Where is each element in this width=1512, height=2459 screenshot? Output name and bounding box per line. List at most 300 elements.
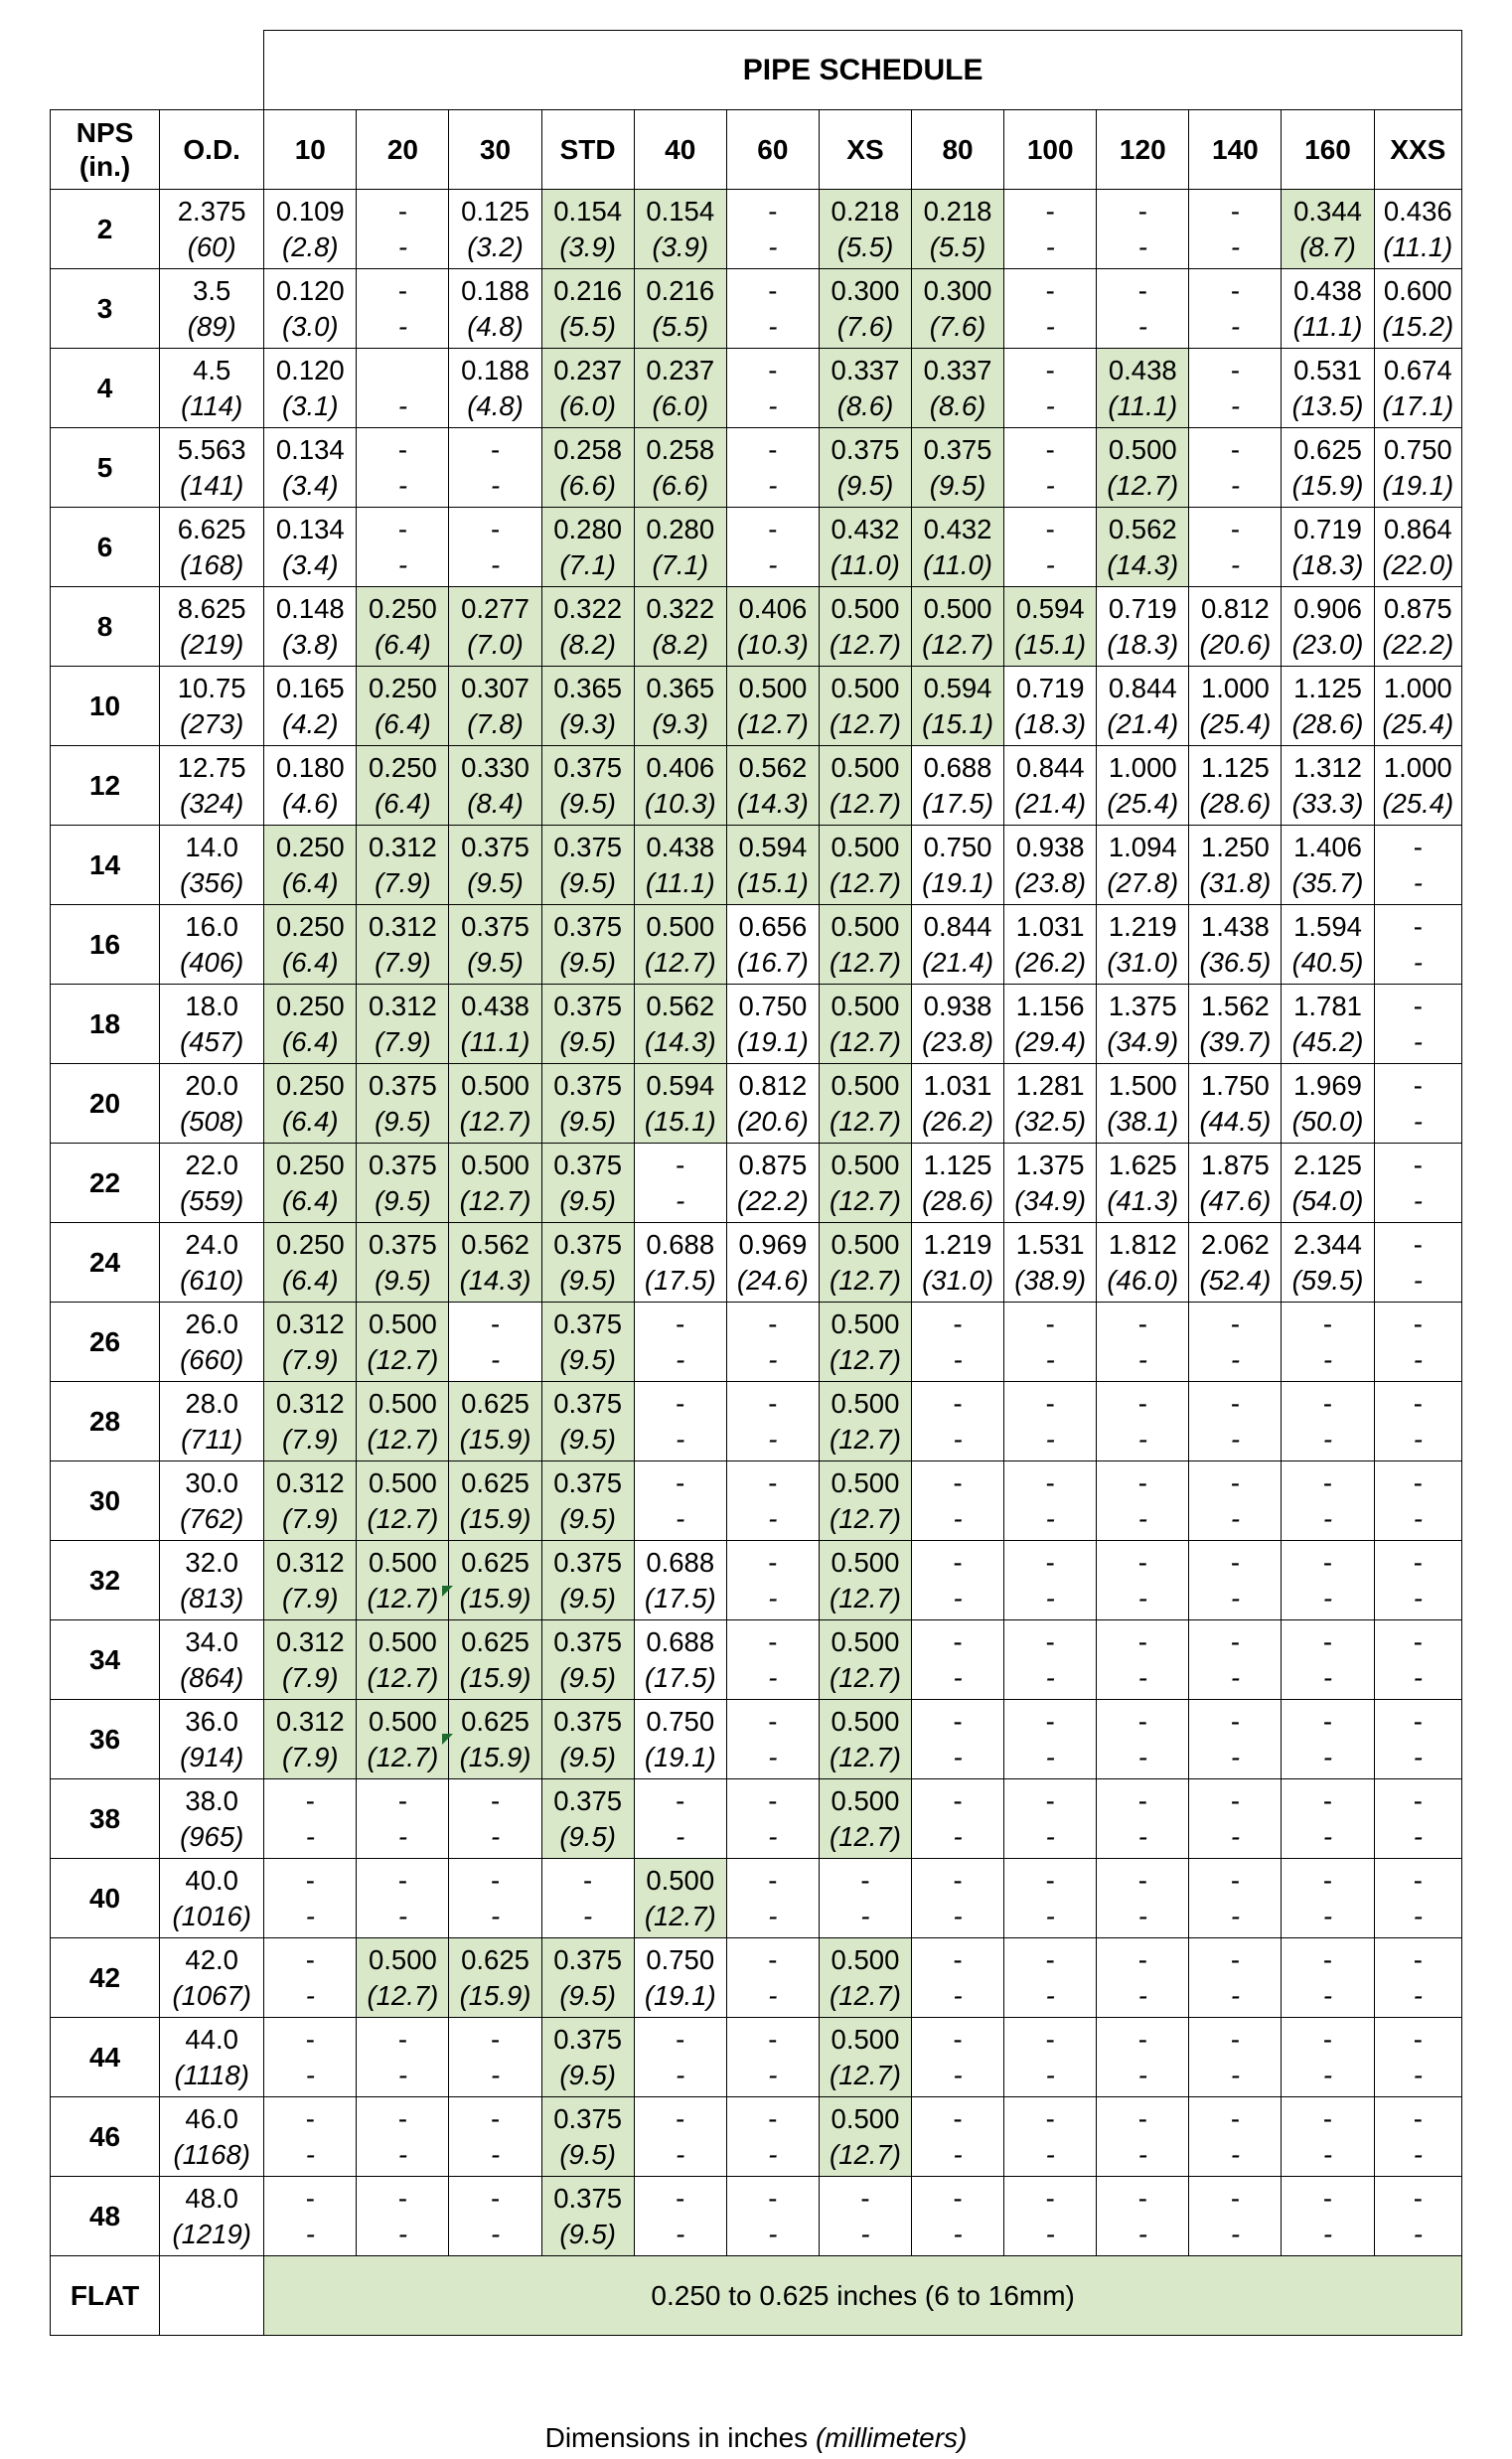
wall-inches-cell: - [819,1859,911,1900]
wall-inches-cell: 0.280 [634,508,726,548]
wall-mm-cell: (8.6) [912,388,1004,428]
wall-inches-cell: 0.438 [1282,269,1374,310]
wall-inches-cell: - [1189,269,1282,310]
wall-inches-cell: 0.500 [634,1859,726,1900]
wall-inches-cell: 0.154 [541,190,634,231]
od-inches-cell: 4.5 [160,349,264,389]
wall-mm-cell: (3.1) [264,388,357,428]
od-mm-cell: (114) [160,388,264,428]
wall-inches-cell: - [1004,2177,1097,2218]
table-row [51,1620,1462,1661]
wall-mm-cell: - [1097,309,1189,349]
schedule-header-std: STD [541,110,634,190]
wall-mm-cell: (11.1) [1097,388,1189,428]
wall-inches-cell: 0.375 [541,1620,634,1661]
wall-inches-cell: - [541,1859,634,1900]
wall-mm-cell: (9.5) [541,1422,634,1461]
wall-mm-cell: (21.4) [1004,786,1097,826]
wall-mm-cell: - [264,1978,357,2018]
od-inches-cell: 36.0 [160,1700,264,1741]
wall-inches-cell: - [726,1779,819,1820]
wall-inches-cell: - [634,1303,726,1343]
wall-mm-cell: (12.7) [449,1104,541,1144]
od-mm-cell: (406) [160,945,264,985]
wall-inches-cell: - [1282,1859,1374,1900]
wall-inches-cell: - [264,1859,357,1900]
wall-mm-cell: (27.8) [1097,865,1189,905]
wall-inches-cell: 0.938 [912,985,1004,1025]
od-inches-cell: 8.625 [160,587,264,628]
wall-mm-cell: (9.5) [541,1581,634,1620]
nps-cell: 32 [51,1541,160,1620]
wall-mm-cell: - [1189,2058,1282,2097]
table-row [51,1303,1462,1343]
wall-mm-cell: - [1374,945,1461,985]
wall-inches-cell: 0.375 [541,1303,634,1343]
table-row-mm [51,1581,1462,1620]
wall-mm-cell: - [1282,2137,1374,2177]
wall-inches-cell: 0.250 [264,905,357,946]
wall-mm-cell: (5.5) [819,230,911,269]
wall-inches-cell: - [1189,1303,1282,1343]
table-row [51,667,1462,707]
wall-mm-cell: (22.0) [1374,547,1461,587]
wall-inches-cell: 0.188 [449,349,541,389]
wall-inches-cell: 1.125 [912,1144,1004,1184]
table-row-mm [51,1819,1462,1859]
wall-mm-cell: (28.6) [1189,786,1282,826]
wall-inches-cell: - [357,1779,449,1820]
table-row [51,1541,1462,1582]
wall-inches-cell: - [1189,1859,1282,1900]
wall-inches-cell: 0.188 [449,269,541,310]
wall-mm-cell: (7.6) [819,309,911,349]
wall-mm-cell: (12.7) [357,1501,449,1541]
wall-inches-cell: 1.000 [1374,746,1461,787]
wall-inches-cell: 0.250 [264,985,357,1025]
wall-mm-cell: (7.6) [912,309,1004,349]
wall-mm-cell: - [264,2137,357,2177]
wall-mm-cell: - [1004,1660,1097,1700]
od-inches-cell: 38.0 [160,1779,264,1820]
wall-mm-cell: (12.7) [819,706,911,746]
wall-mm-cell: (6.4) [264,1024,357,1064]
wall-inches-cell: 0.562 [449,1223,541,1264]
wall-inches-cell: 0.500 [819,587,911,628]
wall-inches-cell: - [1189,1779,1282,1820]
wall-inches-cell: 0.500 [819,985,911,1025]
wall-inches-cell: 0.750 [726,985,819,1025]
wall-mm-cell: (6.4) [264,865,357,905]
nps-cell: 42 [51,1938,160,2018]
wall-mm-cell: (25.4) [1189,706,1282,746]
table-row-mm [51,1899,1462,1938]
wall-mm-cell: (18.3) [1004,706,1097,746]
wall-mm-cell: (18.3) [1097,627,1189,667]
wall-mm-cell: - [634,1501,726,1541]
wall-inches-cell: - [1004,190,1097,231]
od-mm-cell: (1118) [160,2058,264,2097]
wall-inches-cell: - [449,2097,541,2138]
wall-inches-cell: 0.120 [264,269,357,310]
wall-inches-cell: - [1374,826,1461,866]
nps-cell: 3 [51,269,160,349]
wall-mm-cell: (6.4) [264,945,357,985]
od-mm-cell: (965) [160,1819,264,1859]
od-mm-cell: (864) [160,1660,264,1700]
wall-inches-cell: 0.750 [912,826,1004,866]
wall-inches-cell: 0.500 [1097,428,1189,469]
od-mm-cell: (89) [160,309,264,349]
wall-inches-cell: 0.312 [264,1700,357,1741]
wall-inches-cell: 1.594 [1282,905,1374,946]
schedule-header-120: 120 [1097,110,1189,190]
wall-mm-cell: - [1097,1978,1189,2018]
wall-inches-cell: 0.300 [819,269,911,310]
wall-mm-cell: (6.0) [634,388,726,428]
wall-inches-cell: - [726,1859,819,1900]
wall-inches-cell: 0.500 [634,905,726,946]
wall-inches-cell: - [1097,1303,1189,1343]
wall-mm-cell: - [1189,468,1282,508]
wall-mm-cell: (9.5) [449,865,541,905]
wall-inches-cell: 1.812 [1097,1223,1189,1264]
wall-inches-cell: 0.750 [1374,428,1461,469]
wall-inches-cell: 1.625 [1097,1144,1189,1184]
wall-inches-cell: 0.906 [1282,587,1374,628]
wall-inches-cell: - [1282,2097,1374,2138]
wall-mm-cell: - [357,2137,449,2177]
table-row-mm [51,230,1462,269]
od-mm-cell: (324) [160,786,264,826]
wall-mm-cell: (15.9) [449,1422,541,1461]
od-inches-cell: 48.0 [160,2177,264,2218]
wall-mm-cell: - [1374,1740,1461,1779]
wall-inches-cell: 0.250 [357,746,449,787]
wall-inches-cell: - [357,2177,449,2218]
wall-mm-cell: (28.6) [1282,706,1374,746]
wall-mm-cell: (17.5) [634,1660,726,1700]
nps-cell: 40 [51,1859,160,1938]
wall-inches-cell: - [357,428,449,469]
wall-mm-cell: (12.7) [819,1104,911,1144]
wall-inches-cell: 0.216 [634,269,726,310]
wall-mm-cell: (15.9) [1282,468,1374,508]
wall-inches-cell: - [1282,1382,1374,1423]
wall-mm-cell: (11.1) [449,1024,541,1064]
wall-inches-cell: 0.500 [819,2018,911,2059]
nps-cell: 10 [51,667,160,746]
nps-cell: 44 [51,2018,160,2097]
table-row-mm [51,1660,1462,1700]
wall-mm-cell: - [357,309,449,349]
wall-mm-cell: (7.1) [634,547,726,587]
wall-mm-cell: (12.7) [1097,468,1189,508]
wall-mm-cell: (3.8) [264,627,357,667]
wall-mm-cell: (23.8) [1004,865,1097,905]
wall-mm-cell: (7.8) [449,706,541,746]
wall-mm-cell: - [1004,1422,1097,1461]
wall-mm-cell: - [1282,1342,1374,1382]
od-inches-cell: 46.0 [160,2097,264,2138]
wall-mm-cell: - [357,468,449,508]
wall-inches-cell: 1.312 [1282,746,1374,787]
wall-mm-cell: - [1004,1978,1097,2018]
wall-inches-cell: 0.148 [264,587,357,628]
od-inches-cell: 22.0 [160,1144,264,1184]
wall-inches-cell: 0.237 [634,349,726,389]
wall-mm-cell: - [634,1819,726,1859]
wall-inches-cell: 0.134 [264,428,357,469]
od-mm-cell: (168) [160,547,264,587]
table-row-mm [51,468,1462,508]
wall-inches-cell: 0.438 [1097,349,1189,389]
wall-inches-cell: 0.375 [541,2177,634,2218]
od-inches-cell: 34.0 [160,1620,264,1661]
wall-inches-cell: 0.844 [1097,667,1189,707]
wall-mm-cell: - [1004,309,1097,349]
wall-inches-cell: 0.375 [541,1779,634,1820]
wall-inches-cell: 0.500 [819,1064,911,1105]
od-inches-cell: 42.0 [160,1938,264,1979]
wall-inches-cell: - [449,428,541,469]
wall-mm-cell: (9.5) [541,1342,634,1382]
wall-inches-cell: - [912,1938,1004,1979]
wall-mm-cell: - [726,230,819,269]
wall-inches-cell: 1.969 [1282,1064,1374,1105]
wall-inches-cell: - [819,2177,911,2218]
wall-mm-cell: (25.4) [1097,786,1189,826]
table-row-mm [51,388,1462,428]
wall-mm-cell: - [912,2058,1004,2097]
wall-mm-cell: (9.5) [541,1740,634,1779]
wall-inches-cell: - [1097,190,1189,231]
wall-mm-cell: (12.7) [357,1422,449,1461]
wall-mm-cell: (12.7) [819,2137,911,2177]
wall-inches-cell: 0.375 [541,1223,634,1264]
wall-mm-cell: (3.4) [264,468,357,508]
wall-mm-cell: (9.5) [541,945,634,985]
od-inches-cell: 6.625 [160,508,264,548]
nps-cell: 12 [51,746,160,826]
wall-mm-cell: - [912,1581,1004,1620]
wall-mm-cell: - [1282,1660,1374,1700]
wall-inches-cell: - [1189,1541,1282,1582]
wall-mm-cell: (19.1) [912,865,1004,905]
od-mm-cell: (660) [160,1342,264,1382]
od-mm-cell: (356) [160,865,264,905]
wall-mm-cell: (7.9) [264,1501,357,1541]
wall-mm-cell: (32.5) [1004,1104,1097,1144]
wall-mm-cell: - [1097,1660,1189,1700]
wall-inches-cell: 0.625 [449,1382,541,1423]
wall-mm-cell: - [1374,1104,1461,1144]
wall-inches-cell: 0.674 [1374,349,1461,389]
wall-mm-cell: (7.9) [264,1660,357,1700]
wall-inches-cell: - [726,428,819,469]
wall-mm-cell: (9.5) [449,945,541,985]
wall-inches-cell: 2.344 [1282,1223,1374,1264]
wall-inches-cell: 0.375 [541,746,634,787]
table-row [51,1779,1462,1820]
wall-mm-cell: - [264,1819,357,1859]
wall-mm-cell: (11.1) [634,865,726,905]
wall-mm-cell: (3.9) [634,230,726,269]
wall-inches-cell: 0.531 [1282,349,1374,389]
wall-inches-cell: 0.109 [264,190,357,231]
wall-mm-cell: (22.2) [1374,627,1461,667]
wall-mm-cell: (35.7) [1282,865,1374,905]
wall-mm-cell: (7.9) [357,865,449,905]
wall-inches-cell: - [1004,2018,1097,2059]
wall-inches-cell: - [357,1859,449,1900]
flat-label: FLAT [51,2256,160,2336]
wall-mm-cell: - [912,1342,1004,1382]
wall-inches-cell: - [912,2097,1004,2138]
wall-inches-cell: - [1282,1541,1374,1582]
table-row [51,1461,1462,1502]
wall-inches-cell: 1.781 [1282,985,1374,1025]
wall-mm-cell: (9.5) [541,865,634,905]
wall-inches-cell: - [449,2018,541,2059]
wall-mm-cell: (17.1) [1374,388,1461,428]
table-row-mm [51,945,1462,985]
wall-mm-cell: (7.0) [449,627,541,667]
wall-inches-cell: 1.438 [1189,905,1282,946]
wall-mm-cell: - [726,1740,819,1779]
wall-inches-cell: 0.500 [819,1541,911,1582]
wall-mm-cell: (3.2) [449,230,541,269]
wall-mm-cell: (38.9) [1004,1263,1097,1303]
wall-mm-cell: (9.5) [541,1660,634,1700]
wall-inches-cell: 1.031 [1004,905,1097,946]
wall-mm-cell: - [357,230,449,269]
wall-mm-cell: (20.6) [1189,627,1282,667]
wall-mm-cell: (12.7) [357,1740,449,1779]
wall-inches-cell: - [357,508,449,548]
wall-inches-cell: 1.000 [1374,667,1461,707]
wall-mm-cell: - [819,1899,911,1938]
nps-cell: 22 [51,1144,160,1223]
wall-inches-cell: - [264,2177,357,2218]
table-row-mm [51,1342,1462,1382]
od-inches-cell: 26.0 [160,1303,264,1343]
table-row-mm [51,2217,1462,2256]
schedule-header-100: 100 [1004,110,1097,190]
wall-mm-cell: - [1004,468,1097,508]
wall-inches-cell: - [1374,2018,1461,2059]
wall-inches-cell: 0.406 [726,587,819,628]
wall-mm-cell: - [1097,1342,1189,1382]
wall-inches-cell: 0.500 [819,667,911,707]
wall-mm-cell: - [1189,230,1282,269]
wall-inches-cell: 0.500 [726,667,819,707]
wall-mm-cell: (5.5) [634,309,726,349]
wall-mm-cell: (15.9) [449,1978,541,2018]
wall-inches-cell: 0.277 [449,587,541,628]
comment-marker-icon [442,1734,453,1745]
wall-inches-cell: - [1004,1461,1097,1502]
wall-mm-cell: (12.7) [819,865,911,905]
wall-mm-cell: - [634,2217,726,2256]
wall-inches-cell: 0.250 [357,587,449,628]
wall-mm-cell: - [1374,1660,1461,1700]
wall-mm-cell: (20.6) [726,1104,819,1144]
wall-inches-cell: 0.812 [1189,587,1282,628]
table-row [51,1382,1462,1423]
wall-mm-cell: - [1004,230,1097,269]
wall-inches-cell: 0.322 [634,587,726,628]
wall-mm-cell: (9.5) [541,1104,634,1144]
od-inches-cell: 18.0 [160,985,264,1025]
wall-inches-cell: 0.594 [1004,587,1097,628]
wall-inches-cell: - [1004,1779,1097,1820]
wall-inches-cell: 0.500 [819,746,911,787]
wall-inches-cell: - [1282,1938,1374,1979]
wall-mm-cell: - [1374,865,1461,905]
wall-inches-cell: - [634,2018,726,2059]
wall-inches-cell: 0.436 [1374,190,1461,231]
wall-inches-cell: - [1374,905,1461,946]
wall-mm-cell: (14.3) [634,1024,726,1064]
wall-inches-cell: 1.125 [1282,667,1374,707]
wall-inches-cell: - [1189,1461,1282,1502]
wall-mm-cell: - [1374,1183,1461,1223]
schedule-header-xs: XS [819,110,911,190]
wall-mm-cell: - [1004,2137,1097,2177]
wall-mm-cell: (9.5) [541,1183,634,1223]
wall-inches-cell: - [449,1859,541,1900]
wall-inches-cell: 0.250 [264,826,357,866]
nps-cell: 20 [51,1064,160,1144]
wall-mm-cell: - [449,468,541,508]
wall-inches-cell: - [726,269,819,310]
wall-inches-cell: - [357,2018,449,2059]
wall-inches-cell: 1.562 [1189,985,1282,1025]
table-row-mm [51,309,1462,349]
schedule-header-40: 40 [634,110,726,190]
wall-inches-cell: - [634,1779,726,1820]
corner-blank [51,31,264,110]
wall-mm-cell: (12.7) [357,1978,449,2018]
wall-mm-cell: (3.9) [541,230,634,269]
wall-mm-cell: - [1282,2058,1374,2097]
wall-mm-cell: (34.9) [1004,1183,1097,1223]
wall-mm-cell: - [1282,1899,1374,1938]
wall-inches-cell: - [449,1303,541,1343]
table-row [51,587,1462,628]
wall-mm-cell: (16.7) [726,945,819,985]
wall-inches-cell: - [1282,2177,1374,2218]
schedule-header-80: 80 [912,110,1004,190]
wall-inches-cell: 0.250 [357,667,449,707]
wall-mm-cell: - [1374,1899,1461,1938]
wall-inches-cell: 0.312 [264,1382,357,1423]
wall-mm-cell: (12.7) [357,1660,449,1700]
table-row-mm [51,1501,1462,1541]
wall-inches-cell: - [357,190,449,231]
wall-mm-cell: - [726,309,819,349]
wall-inches-cell: 0.625 [449,1461,541,1502]
wall-inches-cell: 0.344 [1282,190,1374,231]
wall-inches-cell: 1.281 [1004,1064,1097,1105]
wall-inches-cell: - [912,2177,1004,2218]
nps-cell: 14 [51,826,160,905]
wall-mm-cell: (24.6) [726,1263,819,1303]
wall-inches-cell: - [1282,1461,1374,1502]
wall-inches-cell: - [1189,1620,1282,1661]
wall-mm-cell: (3.4) [264,547,357,587]
